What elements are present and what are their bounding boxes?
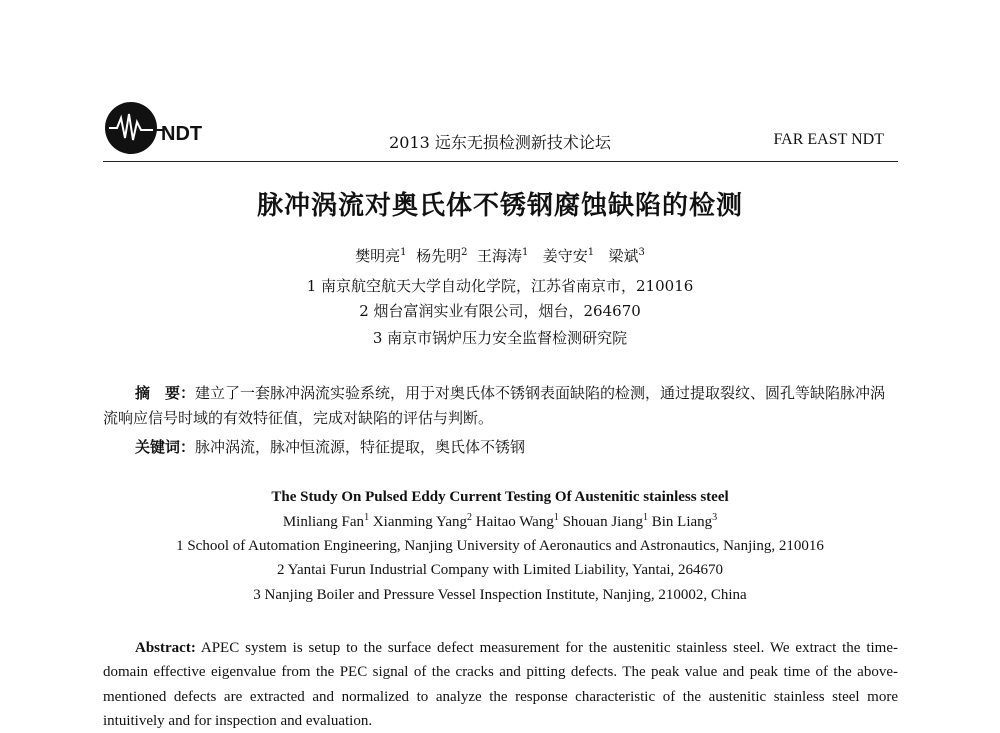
author-cn: 杨先明 [416,247,462,265]
abstract-en-label: Abstract: [135,640,196,656]
author-en: Bin Liang [651,514,713,530]
paper-title-en: The Study On Pulsed Eddy Current Testing Of Austenitic stainless steel [271,489,729,505]
abstract-cn-text: 建立了一套脉冲涡流实验系统，用于对奥氏体不锈钢表面缺陷的检测，通过提取裂纹、圆孔等缺陷脉冲涡流响应信号时域的有效特征值，完成对缺陷的评估与判断。 [103,384,886,427]
ndt-logo-text: NDT [161,123,203,145]
author-cn: 樊明亮 [355,247,401,265]
affiliation-cn-3: 3 南京市锅炉压力安全监督检测研究院 [372,329,628,347]
abstract-cn-label: 摘 要： [135,384,196,402]
header-rule [103,161,898,162]
abstract-en-text: APEC system is setup to the surface defect measurement for the austenitic stainless steel. We extract the time-domain effective eigenvalue from the PEC signal of the cracks and pitting defects. The peak value and peak time of the above-mentioned defects are extracted and normalized to analyze the response characteristic of the austenitic stainless steel more intuitively and for inspection and evaluation. [103,640,898,729]
affiliation-en-3: 3 Nanjing Boiler and Pressure Vessel Inspection Institute, Nanjing, 210002, China [253,587,747,603]
author-cn: 姜守安 [542,247,588,265]
author-en: Minliang Fan [282,514,365,530]
conference-title: 2013 远东无损检测新技术论坛 [389,133,611,152]
affiliation-en-2: 2 Yantai Furun Industrial Company with Limited Liability, Yantai, 264670 [276,562,724,578]
author-en: Xianming Yang [372,514,467,530]
affiliation-cn-1: 1 南京航空航天大学自动化学院，江苏省南京市，210016 [306,277,694,295]
author-en: Shouan Jiang [562,514,643,530]
far-east-ndt-label: FAR EAST NDT [773,131,884,148]
paper-title-cn: 脉冲涡流对奥氏体不锈钢腐蚀缺陷的检测 [256,191,743,221]
keywords-cn-label: 关键词： [135,438,196,456]
abstract-cn [103,381,898,431]
abstract-en [103,636,898,733]
author-cn: 梁斌 [608,247,639,265]
keywords-cn [135,436,895,457]
author-cn: 王海涛 [477,247,523,265]
authors-cn: 樊明亮$^1$ 杨先明$^2$ 王海涛$^1$ 姜守安$^1$ 梁斌$^3$ [355,247,645,265]
keywords-cn-text: 脉冲涡流，脉冲恒流源，特征提取，奥氏体不锈钢 [195,438,526,456]
authors-en: Minliang Fan$^1$ Xianming Yang$^2$ Haitao Wang$^1$ Shouan Jiang$^1$ Bin Liang$^3$ [282,512,718,530]
affiliation-en-1: 1 School of Automation Engineering, Nanjing University of Aeronautics and Astronautics, Nanjing, 210016 [176,538,824,554]
affiliation-cn-2: 2 烟台富润实业有限公司，烟台，264670 [359,302,641,320]
author-en: Haitao Wang [475,514,554,530]
